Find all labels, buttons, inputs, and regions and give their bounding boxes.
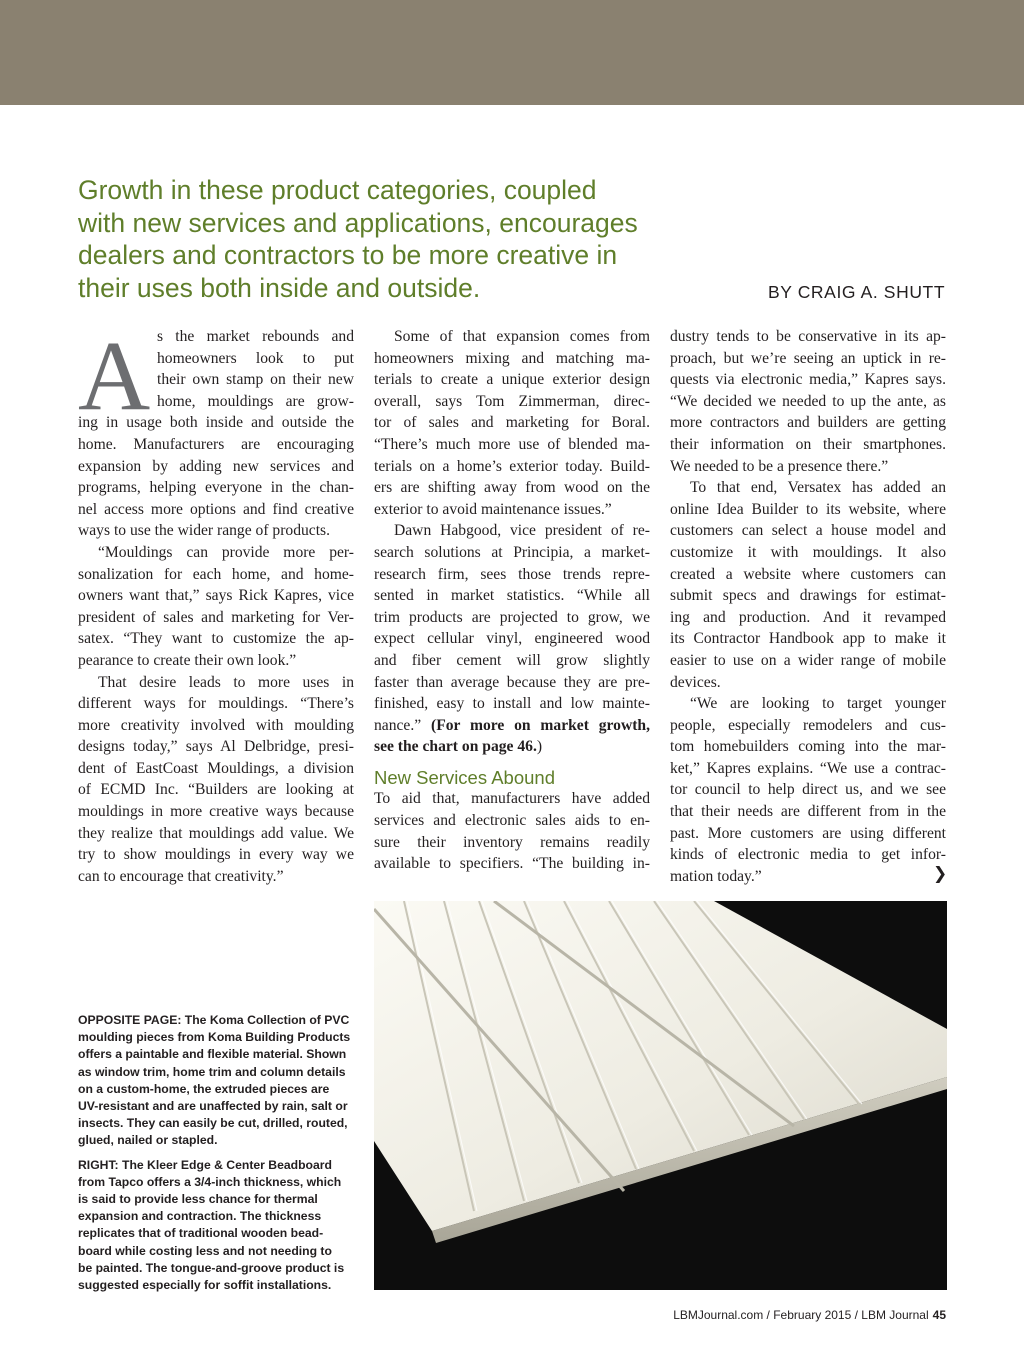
body-line-with-bold xyxy=(374,736,650,758)
body-line: That desire leads to more uses in xyxy=(98,673,354,691)
caption-line: from Tapco offers a 3/4-inch thickness, which xyxy=(78,1174,342,1189)
caption-line: suggested especially for soffit installations. xyxy=(78,1278,332,1293)
body-line: owners want that,” says Rick Kapres, vice xyxy=(78,587,354,605)
body-line: “There’s much more use of blended ma- xyxy=(374,435,650,453)
caption-line: as window trim, home trim and column details xyxy=(78,1064,346,1079)
body-line: dustry tends to be conservative in its ap- xyxy=(670,328,946,345)
article-column-3 xyxy=(670,326,946,887)
body-line: submit specs and drawings for estimat- xyxy=(670,587,946,605)
body-line: home. Manufacturers are encouraging xyxy=(78,435,354,453)
body-line: research firm, sees those trends repre- xyxy=(374,565,650,583)
body-line: kinds of electronic media to get infor- xyxy=(670,846,946,864)
body-text: ) xyxy=(536,738,543,756)
body-line: tor council to help direct us, and we see xyxy=(670,781,946,799)
caption-line: offers a paintable and flexible material. Shown xyxy=(78,1047,347,1062)
body-line: exterior to avoid maintenance issues.” xyxy=(374,500,612,518)
body-line: “We are looking to target younger xyxy=(690,695,946,713)
body-line: programs, helping everyone in the chan- xyxy=(78,479,354,497)
caption-line: expansion and contraction. The thickness xyxy=(78,1209,322,1224)
body-line: trim products are projected to grow, we xyxy=(374,608,650,626)
body-line: more creativity involved with moulding xyxy=(78,716,354,734)
deck-line: Growth in these product categories, coupled xyxy=(78,175,597,205)
body-line: To aid that, manufacturers have added xyxy=(374,790,650,808)
body-line: sure their inventory remains readily xyxy=(374,833,650,851)
caption-line: insects. They can easily be cut, drilled, routed, xyxy=(78,1116,348,1131)
body-line: sonalization for each home, and home- xyxy=(78,565,354,583)
body-line: faster than average because they are pre- xyxy=(374,673,650,691)
body-text: nance.” xyxy=(374,716,431,734)
body-line: Some of that expansion comes from xyxy=(394,328,650,345)
caption-line: OPPOSITE PAGE: The Koma Collection of PVC xyxy=(78,1013,350,1027)
body-line: their information on their smartphones. xyxy=(670,435,946,453)
beadboard-photo xyxy=(374,901,947,1290)
body-line: proach, but we’re seeing an uptick in re- xyxy=(670,349,946,367)
body-line: s the market rebounds and xyxy=(157,328,354,345)
body-line: that their needs are different from in the xyxy=(670,803,946,821)
footer-text: LBMJournal.com / February 2015 / LBM Journal xyxy=(673,1308,929,1322)
body-line: ing and production. And it revamped xyxy=(670,608,946,626)
article-column-1 xyxy=(78,320,354,887)
page-number: 45 xyxy=(932,1308,946,1322)
body-line: their own stamp on their new xyxy=(157,371,354,389)
header-color-band xyxy=(0,0,1024,105)
article-deck xyxy=(78,174,678,304)
byline: BY CRAIG A. SHUTT xyxy=(768,282,946,302)
body-line: created a website where customers can xyxy=(670,565,946,583)
body-line: tor of sales and marketing for Boral. xyxy=(374,414,650,432)
body-line: different ways for mouldings. “There’s xyxy=(78,695,354,713)
body-line: ket,” Kapres explains. “We use a contrac- xyxy=(670,759,946,777)
continue-arrow-icon: ❯ xyxy=(933,864,948,884)
body-line: finished, easy to install and low mainte- xyxy=(374,695,650,713)
body-line: “Mouldings can provide more per- xyxy=(98,543,354,561)
body-line: of ECMD Inc. “Builders are looking at xyxy=(78,781,354,799)
deck-line: with new services and applications, encourages xyxy=(78,207,638,238)
body-line: online Idea Builder to its website, where xyxy=(670,500,946,518)
body-line: designs today,” says Al Delbridge, presi- xyxy=(78,738,354,756)
deck-line: their uses both inside and outside. xyxy=(78,272,481,303)
caption-line: board while costing less and not needing to xyxy=(78,1243,332,1258)
body-line: try to show mouldings in every way we xyxy=(78,846,354,864)
body-line: We needed to be a presence there.” xyxy=(670,457,889,475)
body-line: they realize that mouldings add value. We xyxy=(78,824,354,842)
body-line: easier to use on a wider range of mobile xyxy=(670,651,946,669)
body-line: homeowners look to put xyxy=(157,349,354,367)
beadboard-illustration xyxy=(374,901,947,1290)
body-line: and fiber cement will grow slightly xyxy=(374,651,650,669)
photo-captions xyxy=(78,1012,356,1301)
caption-line: RIGHT: The Kleer Edge & Center Beadboard xyxy=(78,1157,332,1172)
body-line: satex. “They want to customize the ap- xyxy=(78,630,354,648)
caption-line: is said to provide less chance for thermal xyxy=(78,1192,318,1207)
body-line: tom homebuilders coming into the mar- xyxy=(670,738,946,756)
chart-reference: (For more on market growth, xyxy=(431,716,650,734)
body-line: president of sales and marketing for Ver- xyxy=(78,608,354,626)
body-line: ways to use the wider range of products. xyxy=(78,522,331,540)
body-line: mouldings in more creative ways because xyxy=(78,803,354,821)
body-line: customers can select a house model and xyxy=(670,522,946,540)
caption-line: moulding pieces from Koma Building Products xyxy=(78,1030,351,1045)
caption-line: replicates that of traditional wooden bead- xyxy=(78,1226,324,1241)
drop-cap: A xyxy=(78,320,151,431)
body-line: quests via electronic media,” Kapres says. xyxy=(670,371,946,389)
body-line: ers are shifting away from wood on the xyxy=(374,479,650,497)
body-line: dent of EastCoast Mouldings, a division xyxy=(78,759,354,777)
body-line: more contractors and builders are getting xyxy=(670,414,946,432)
body-line: search solutions at Principia, a market- xyxy=(374,543,650,561)
caption-line: be painted. The tongue-and-groove product is xyxy=(78,1260,345,1275)
body-line: devices. xyxy=(670,673,721,691)
deck-line: dealers and contractors to be more creative in xyxy=(78,240,618,270)
body-line: people, especially remodelers and cus- xyxy=(670,716,946,734)
section-subhead: New Services Abound xyxy=(374,766,555,788)
body-line: its Contractor Handbook app to make it xyxy=(670,630,946,648)
caption-line: UV-resistant and are unaffected by rain, salt or xyxy=(78,1099,348,1114)
body-line: sented in market statistics. “While all xyxy=(374,587,650,605)
body-line: services and electronic sales aids to en- xyxy=(374,812,650,830)
page-footer xyxy=(673,1308,946,1322)
caption-line: on a custom-home, the extruded pieces are xyxy=(78,1081,330,1096)
body-line-with-bold xyxy=(374,715,650,737)
article-column-2 xyxy=(374,326,650,875)
body-line: can to encourage that creativity.” xyxy=(78,867,284,885)
body-line: nel access more options and find creative xyxy=(78,500,354,518)
body-line: customize it with mouldings. It also xyxy=(670,543,946,561)
body-line: available to specifiers. “The building in- xyxy=(374,855,650,873)
body-line: terials on a home’s exterior today. Build- xyxy=(374,457,650,475)
body-line: ing in usage both inside and outside the xyxy=(78,414,354,432)
body-line: To that end, Versatex has added an xyxy=(690,479,946,497)
body-line: past. More customers are using different xyxy=(670,824,946,842)
caption-right xyxy=(78,1157,356,1295)
body-line: overall, says Tom Zimmerman, direc- xyxy=(374,392,650,410)
body-line: expansion by adding new services and xyxy=(78,457,354,475)
caption-opposite-page xyxy=(78,1012,356,1150)
body-line: Dawn Habgood, vice president of re- xyxy=(394,522,650,540)
body-line: mation today.” xyxy=(670,867,762,885)
body-line: home, mouldings are grow- xyxy=(157,392,354,410)
body-line: expect cellular vinyl, engineered wood xyxy=(374,630,650,648)
body-line: homeowners mixing and matching ma- xyxy=(374,349,650,367)
caption-line: glued, nailed or stapled. xyxy=(78,1133,218,1148)
body-line: terials to create a unique exterior design xyxy=(374,371,650,389)
body-line: “We decided we needed to up the ante, as xyxy=(670,392,946,410)
chart-reference: see the chart on page 46. xyxy=(374,738,537,756)
body-line: pearance to create their own look.” xyxy=(78,651,297,669)
